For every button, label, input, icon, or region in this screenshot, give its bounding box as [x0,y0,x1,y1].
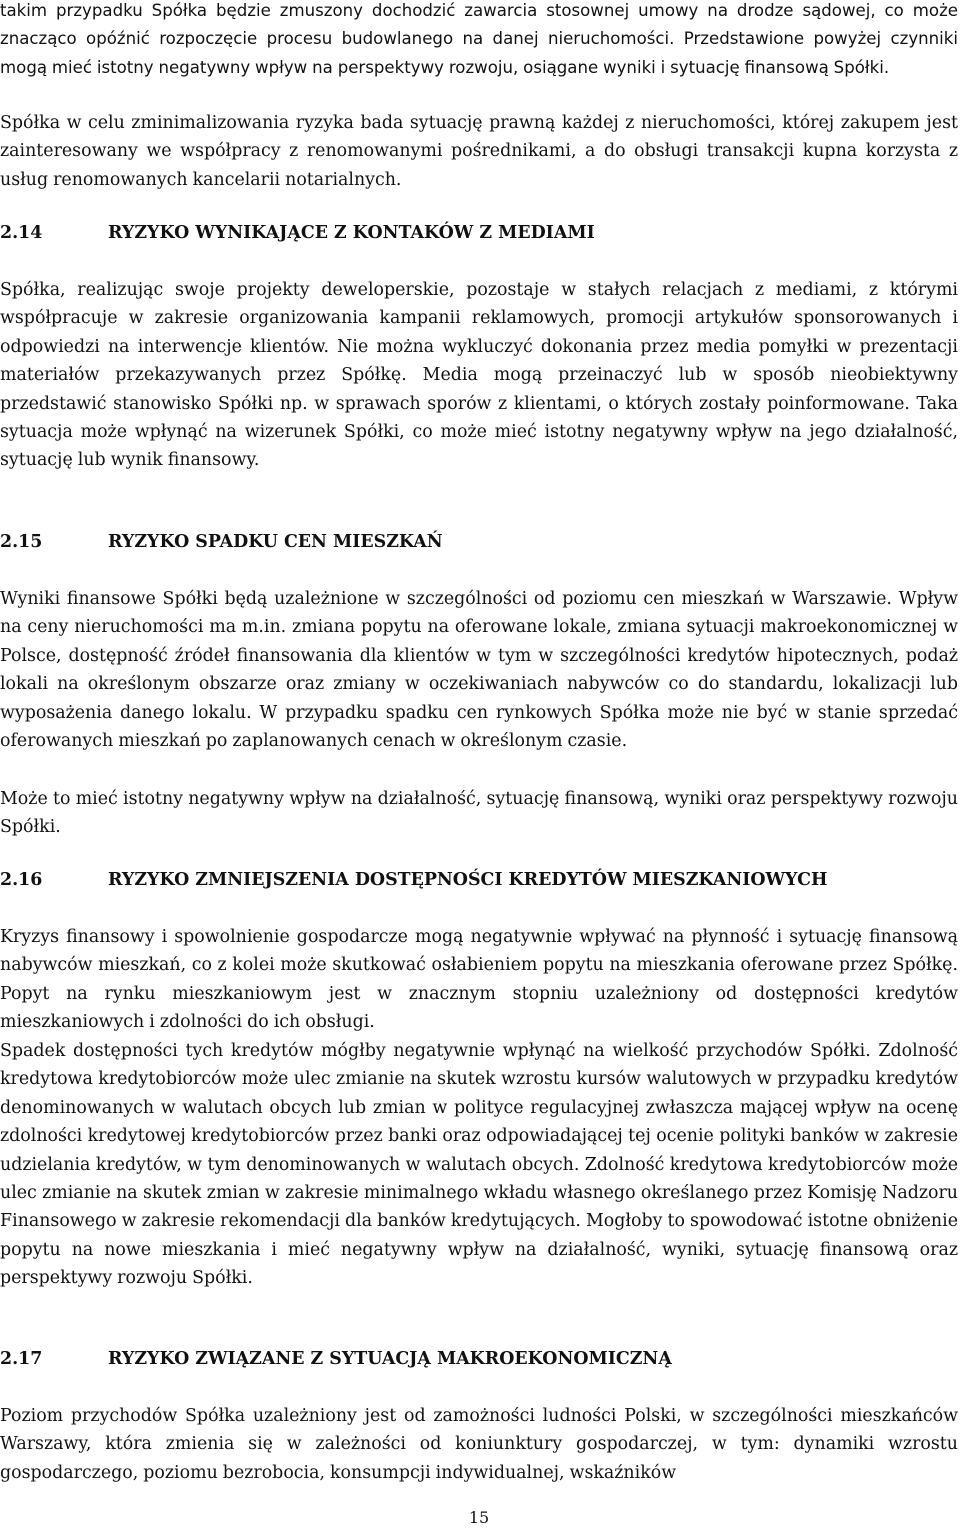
section-number: 2.16 [0,870,43,890]
intro-paragraph-2: Spółka w celu zminimalizowania ryzyka bada sytuację prawną każdej z nieruchomości, której zakupem jest zainteresowany we współpracy z renomowanymi pośrednikami, a do obsługi transakcji kupna korzysta z usług renomowanych kancelarii notarialnych. [0,113,958,190]
section-number: 2.17 [0,1349,43,1369]
section-2-17-paragraph-1: Poziom przychodów Spółka uzależniony jest od zamożności ludności Polski, w szczególności mieszkańców Warszawy, która zmienia się w zależności od koniunktury gospodarczej, w tym: dynamiki wzrostu gospodarczego, poziomu bezrobocia, konsumpcji indywidualnej, wskaźników [0,1406,958,1483]
intro-paragraph-1: takim przypadku Spółka będzie zmuszony dochodzić zawarcia stosownej umowy na drodze sądowej, co może znacząco opóźnić rozpoczęcie procesu budowlanego na danej nieruchomości. Przedstawione powyżej czynniki mogą mieć istotny negatywny wpływ na perspektywy rozwoju, osiągane wyniki i sytuację finansową Spółki. [0,1,958,77]
section-2-14-paragraph-1: Spółka, realizując swoje projekty deweloperskie, pozostaje w stałych relacjach z mediami, z którymi współpracuje w zakresie organizowania kampanii reklamowych, promocji artykułów sponsorowanych i odpowiedzi na interwencje klientów. Nie można wykluczyć dokonania przez media pomyłki w prezentacji materiałów przekazywanych przez Spółkę. Media mogą przeinaczyć lub w sposób nieobiektywny przedstawić stanowisko Spółki np. w sprawach sporów z klientami, o których zostały poinformowane. Taka sytuacja może wpłynąć na wizerunek Spółki, co może mieć istotny negatywny wpływ na jego działalność, sytuację lub wynik finansowy. [0,280,958,471]
section-title: RYZYKO ZMNIEJSZENIA DOSTĘPNOŚCI KREDYTÓW MIESZKANIOWYCH [108,870,828,890]
section-number: 2.14 [0,223,43,243]
section-2-15-paragraph-1: Wyniki finansowe Spółki będą uzależnione w szczególności od poziomu cen mieszkań w Warszawie. Wpływ na ceny nieruchomości ma m.in. zmiana popytu na oferowane lokale, zmiana sytuacji makroekonomicznej w Polsce, dostępność źródeł finansowania dla klientów w tym w szczególności kredytów hipotecznych, podaż lokali na określonym obszarze oraz zmiany w oczekiwaniach nabywców co do standardu, lokalizacji lub wyposażenia danego lokalu. W przypadku spadku cen rynkowych Spółka może nie być w stanie sprzedać oferowanych mieszkań po zaplanowanych cenach w określonym czasie. [0,589,958,752]
page-number: 15 [468,1508,490,1527]
section-title: RYZYKO ZWIĄZANE Z SYTUACJĄ MAKROEKONOMICZNĄ [108,1349,672,1369]
section-title: RYZYKO WYNIKAJĄCE Z KONTAKÓW Z MEDIAMI [108,223,595,243]
section-title: RYZYKO SPADKU CEN MIESZKAŃ [108,532,443,552]
section-2-16-paragraph-2: Spadek dostępności tych kredytów mógłby negatywnie wpłynąć na wielkość przychodów Spółki. Zdolność kredytowa kredytobiorców może ulec zmianie na skutek wzrostu kursów walutowych w przypadku kredytów denominowanych w walutach obcych lub zmian w polityce regulacyjnej zwłaszcza mającej wpływ na ocenę zdolności kredytowej kredytobiorców przez banki oraz odpowiadającej tej ocenie polityki banków w zakresie udzielania kredytów, w tym denominowanych w walutach obcych. Zdolność kredytowa kredytobiorców może ulec zmianie na skutek zmian w zakresie minimalnego wkładu własnego określanego przez Komisję Nadzoru Finansowego w zakresie rekomendacji dla banków kredytujących. Mogłoby to spowodować istotne obniżenie popytu na nowe mieszkania i mieć negatywny wpływ na działalność, wyniki, sytuację finansową oraz perspektywy rozwoju Spółki. [0,1041,958,1289]
section-number: 2.15 [0,532,43,552]
section-2-16-paragraph-1: Kryzys finansowy i spowolnienie gospodarcze mogą negatywnie wpływać na płynność i sytuację finansową nabywców mieszkań, co z kolei może skutkować osłabieniem popytu na mieszkania oferowane przez Spółkę. Popyt na rynku mieszkaniowym jest w znacznym stopniu uzależniony od dostępności kredytów mieszkaniowych i zdolności do ich obsługi. [0,927,958,1033]
section-2-15-paragraph-2: Może to mieć istotny negatywny wpływ na działalność, sytuację finansową, wyniki oraz perspektywy rozwoju Spółki. [0,789,958,838]
